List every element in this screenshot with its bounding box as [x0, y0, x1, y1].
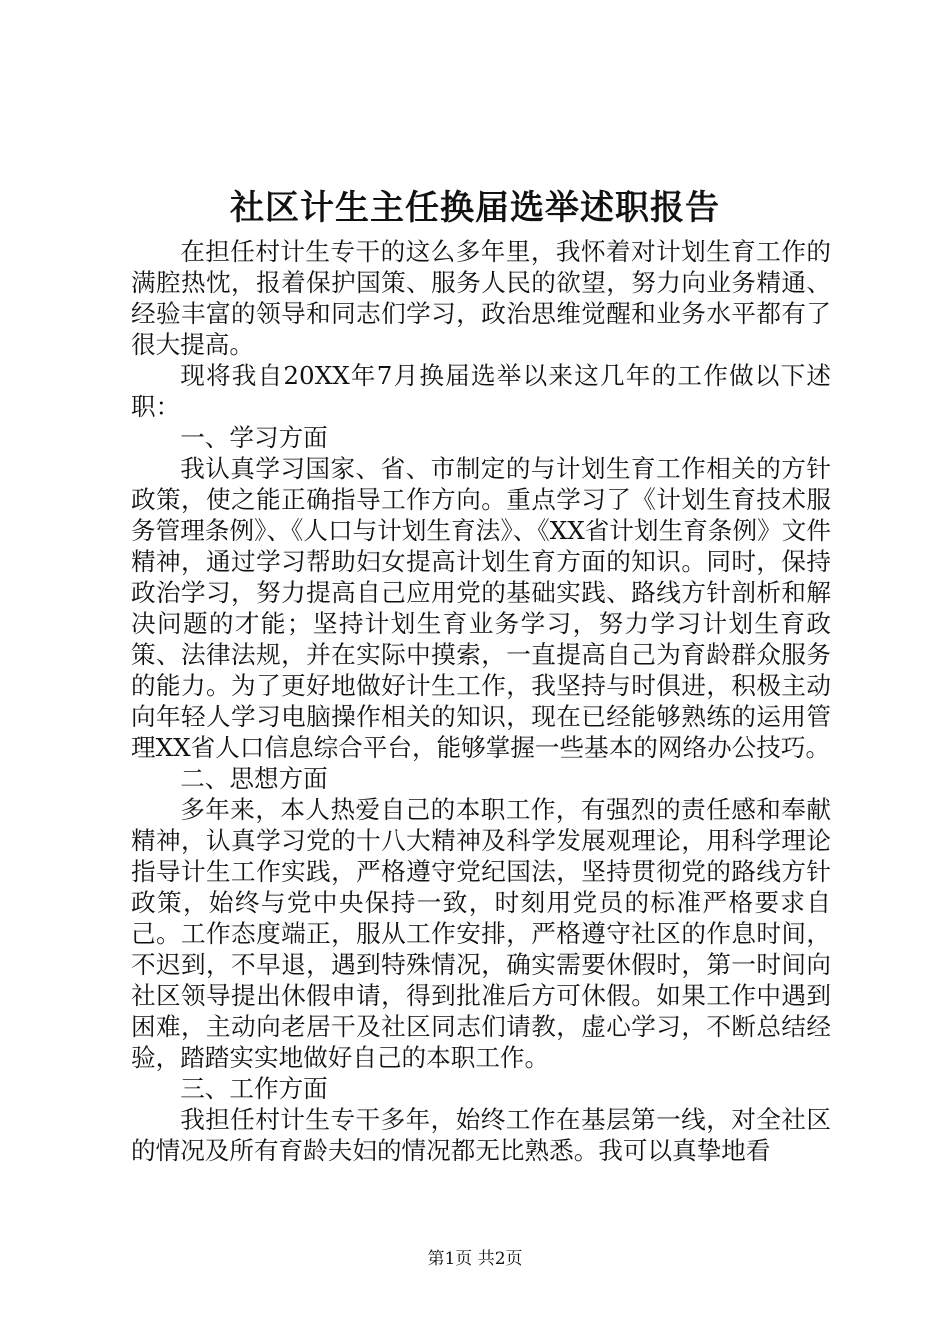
section-heading-work: 三、工作方面 — [180, 1074, 328, 1103]
page-number-footer: 第1页 共2页 — [427, 1249, 523, 1269]
paragraph-work: 我担任村计生专干多年，始终工作在基层第一线，对全社区的情况及所有育龄夫妇的情况都无比熟悉。我可以真挚地看 — [131, 1105, 831, 1165]
paragraph-intro: 在担任村计生专干的这么多年里，我怀着对计划生育工作的满腔热忱，报着保护国策、服务人民的欲望，努力向业务精通、经验丰富的领导和同志们学习，政治思维觉醒和业务水平都有了很大提高。 — [131, 237, 831, 359]
paragraph-statement: 现将我自20XX年7月换届选举以来这几年的工作做以下述职： — [131, 361, 831, 421]
document-title: 社区计生主任换届选举述职报告 — [230, 188, 720, 228]
paragraph-thought: 多年来，本人热爱自己的本职工作，有强烈的责任感和奉献精神，认真学习党的十八大精神及科学发展观理论，用科学理论指导计生工作实践，严格遵守党纪国法，坚持贯彻党的路线方针政策，始终与党中央保持一致，时刻用党员的标准严格要求自己。工作态度端正，服从工作安排，严格遵守社区的作息时间，不迟到，不早退，遇到特殊情况，确实需要休假时，第一时间向社区领导提出休假申请，得到批准后方可休假。如果工作中遇到困难，主动向老居干及社区同志们请教，虚心学习，不断总结经验，踏踏实实地做好自己的本职工作。 — [131, 795, 831, 1072]
section-heading-study: 一、学习方面 — [180, 423, 328, 452]
section-heading-thought: 二、思想方面 — [180, 764, 328, 793]
paragraph-study: 我认真学习国家、省、市制定的与计划生育工作相关的方针政策，使之能正确指导工作方向。重点学习了《计划生育技术服务管理条例》、《人口与计划生育法》、《XX省计划生育条例》文件精神，通过学习帮助妇女提高计划生育方面的知识。同时，保持政治学习，努力提高自己应用党的基础实践、路线方针剖析和解决问题的才能；坚持计划生育业务学习，努力学习计划生育政策、法律法规，并在实际中摸索，一直提高自己为育龄群众服务的能力。为了更好地做好计生工作，我坚持与时俱进，积极主动向年轻人学习电脑操作相关的知识，现在已经能够熟练的运用管理XX省人口信息综合平台，能够掌握一些基本的网络办公技巧。 — [131, 454, 831, 762]
document-body — [131, 236, 831, 1166]
